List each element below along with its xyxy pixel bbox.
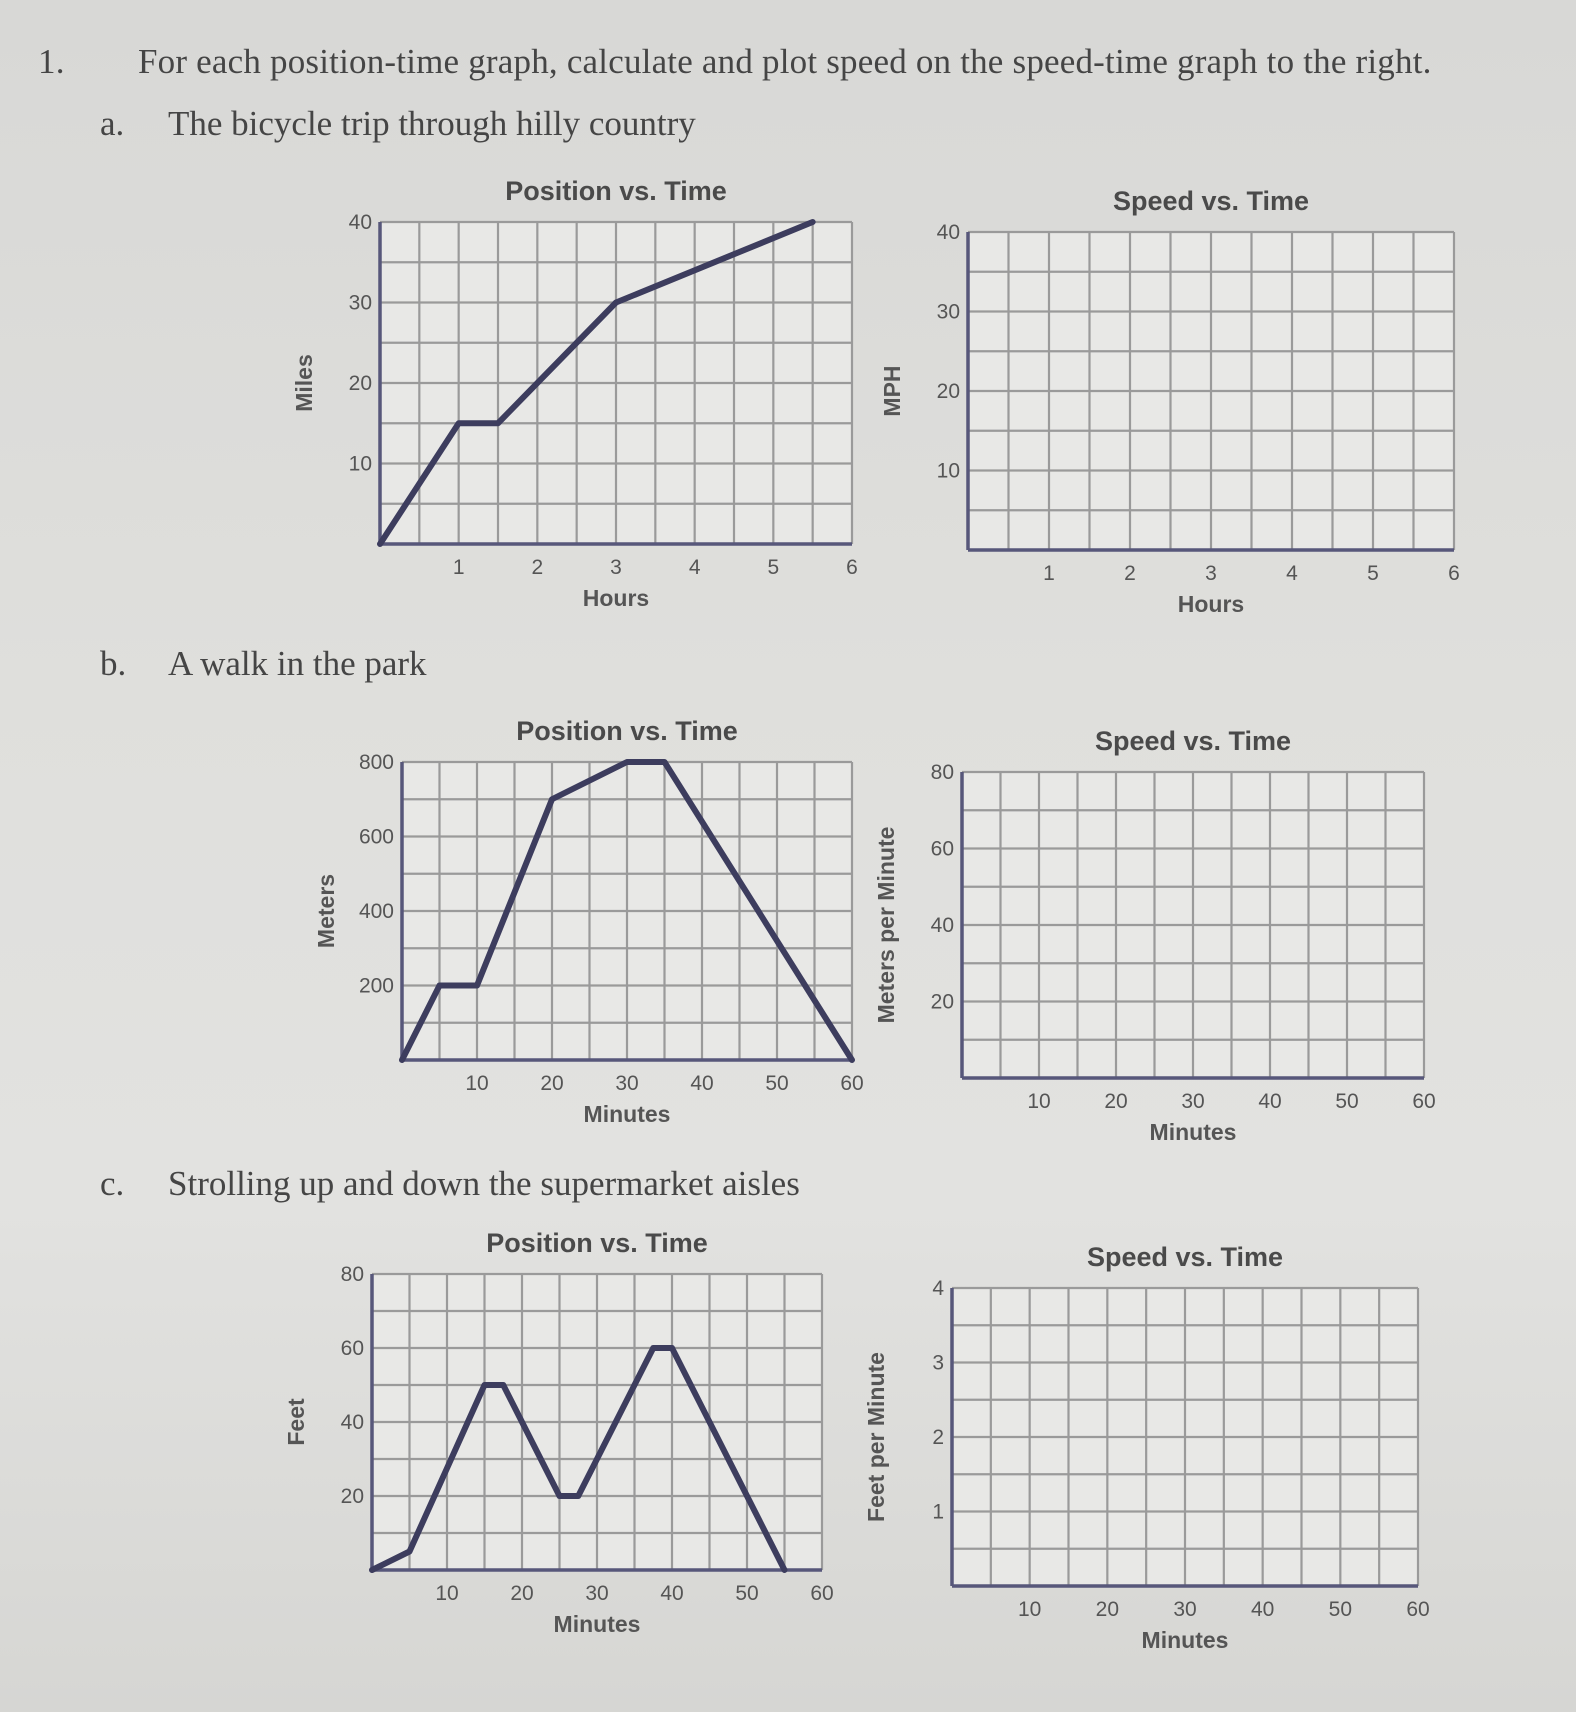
part-a-heading (100, 104, 696, 144)
x-tick-label: 30 (585, 1582, 609, 1605)
x-tick-label: 10 (465, 1072, 489, 1095)
x-tick-label: 20 (1104, 1090, 1128, 1113)
x-tick-label: 60 (840, 1072, 864, 1095)
y-tick-label: 80 (930, 761, 954, 784)
x-tick-label: 10 (1027, 1090, 1051, 1113)
x-axis-label: Minutes (583, 1101, 671, 1127)
x-tick-label: 50 (1328, 1598, 1353, 1621)
y-tick-label: 1 (932, 1500, 944, 1524)
y-tick-label: 200 (358, 974, 394, 998)
y-tick-label: 40 (340, 1411, 364, 1434)
y-tick-label: 10 (348, 452, 372, 476)
chart-c-position (262, 1214, 852, 1655)
chart-title: Position vs. Time (516, 716, 738, 746)
chart-b-speed[interactable] (852, 712, 1454, 1163)
y-tick-label: 60 (930, 837, 954, 861)
x-tick-label: 2 (1124, 562, 1136, 585)
x-tick-label: 20 (540, 1072, 564, 1095)
y-axis-label: Feet per Minute (863, 1352, 889, 1522)
y-axis-label: MPH (879, 365, 905, 417)
x-tick-label: 1 (1043, 562, 1055, 585)
y-axis-label: Miles (291, 354, 317, 412)
x-tick-label: 50 (1335, 1090, 1359, 1113)
y-tick-label: 4 (932, 1277, 944, 1300)
y-axis-label: Meters (313, 873, 339, 949)
y-tick-label: 800 (358, 751, 394, 774)
y-tick-label: 3 (932, 1351, 944, 1375)
x-tick-label: 50 (735, 1582, 759, 1605)
x-axis-label: Hours (582, 585, 650, 611)
y-tick-label: 40 (930, 914, 954, 937)
y-tick-label: 80 (340, 1263, 364, 1286)
chart-title: Speed vs. Time (1112, 186, 1310, 216)
y-tick-label: 30 (348, 291, 372, 315)
part-letter: b. (100, 644, 127, 683)
chart-title: Speed vs. Time (1094, 726, 1292, 756)
x-axis-label: Minutes (553, 1611, 641, 1637)
x-axis-label: Minutes (1149, 1119, 1237, 1145)
part-c-heading (100, 1164, 800, 1204)
x-tick-label: 10 (1017, 1598, 1042, 1621)
part-letter: c. (100, 1164, 125, 1203)
y-tick-label: 20 (936, 380, 960, 403)
chart-a-speed[interactable] (858, 172, 1484, 635)
part-b-heading (100, 644, 427, 684)
chart-c-speed[interactable] (842, 1228, 1448, 1671)
y-tick-label: 60 (340, 1337, 364, 1360)
y-axis-label: Feet (283, 1398, 309, 1446)
x-tick-label: 6 (1448, 562, 1460, 585)
x-tick-label: 30 (1173, 1598, 1197, 1621)
y-tick-label: 400 (358, 900, 394, 923)
y-tick-label: 40 (348, 211, 372, 234)
x-tick-label: 50 (765, 1072, 789, 1095)
chart-title: Position vs. Time (486, 1228, 708, 1258)
x-tick-label: 60 (1406, 1598, 1430, 1621)
part-title: The bicycle trip through hilly country (168, 104, 696, 143)
x-tick-label: 20 (1095, 1598, 1120, 1621)
y-tick-label: 30 (936, 300, 960, 324)
x-axis-label: Hours (1177, 591, 1245, 617)
y-tick-label: 40 (936, 221, 960, 244)
chart-title: Position vs. Time (505, 176, 727, 206)
x-tick-label: 20 (510, 1582, 534, 1605)
x-tick-label: 40 (660, 1582, 684, 1605)
x-tick-label: 60 (810, 1582, 834, 1605)
x-tick-label: 40 (690, 1072, 714, 1095)
x-tick-label: 60 (1412, 1090, 1436, 1113)
y-tick-label: 600 (358, 825, 394, 849)
x-tick-label: 30 (615, 1072, 639, 1095)
question-number: 1. (38, 42, 65, 81)
y-tick-label: 20 (340, 1485, 364, 1508)
part-title: Strolling up and down the supermarket aisles (168, 1164, 800, 1203)
x-tick-label: 4 (1286, 562, 1298, 585)
y-tick-label: 2 (932, 1426, 944, 1449)
x-tick-label: 40 (1258, 1090, 1282, 1113)
y-axis-label: Meters per Minute (873, 826, 899, 1024)
x-tick-label: 4 (688, 556, 701, 579)
y-tick-label: 20 (930, 990, 954, 1014)
x-tick-label: 30 (1181, 1090, 1205, 1113)
question-text: For each position-time graph, calculate and plot speed on the speed-time graph to the right. (138, 42, 1432, 81)
x-tick-label: 3 (1205, 562, 1217, 585)
x-tick-label: 1 (452, 556, 465, 579)
chart-b-position (292, 702, 882, 1145)
x-tick-label: 6 (846, 556, 858, 579)
x-tick-label: 10 (435, 1582, 459, 1605)
part-title: A walk in the park (168, 644, 427, 683)
x-tick-label: 5 (1367, 562, 1379, 585)
part-letter: a. (100, 104, 125, 143)
y-tick-label: 10 (936, 459, 960, 483)
chart-title: Speed vs. Time (1086, 1242, 1284, 1272)
chart-a-position (270, 162, 882, 629)
x-tick-label: 2 (531, 556, 544, 579)
x-tick-label: 40 (1250, 1598, 1275, 1621)
x-tick-label: 3 (610, 556, 622, 579)
x-tick-label: 5 (767, 556, 780, 579)
x-axis-label: Minutes (1141, 1627, 1229, 1653)
question-prompt (38, 42, 1432, 82)
y-tick-label: 20 (348, 372, 372, 395)
